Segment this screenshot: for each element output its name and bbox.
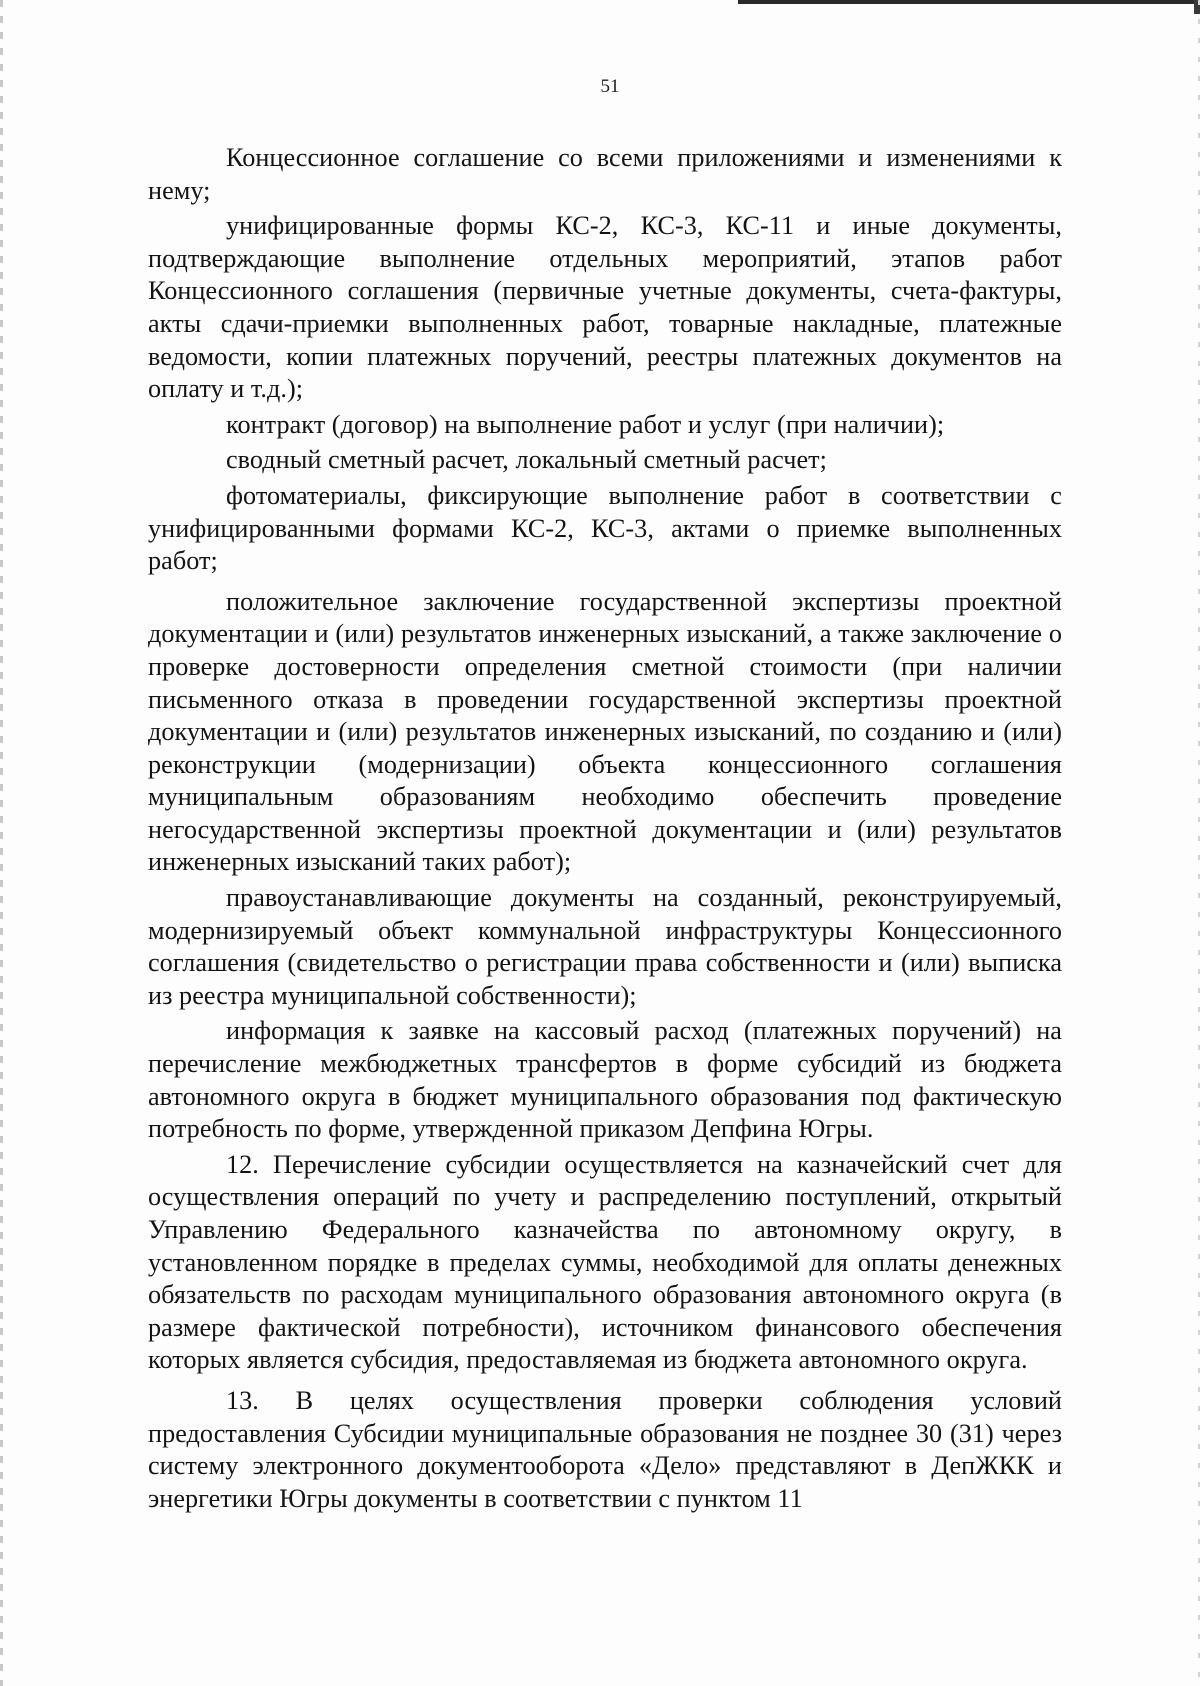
paragraph-title-documents: правоустанавливающие документы на созданный, реконструируемый, модернизируемый объект коммунальной инфраструктуры Концессионного соглашения (свидетельство о регистрации права собственности и (или) выписка из реестра муниципальной собственности); xyxy=(148,883,1062,1010)
paragraph-item-13: 13. В целях осуществления проверки соблюдения условий предоставления Субсидии муниципальные образования не позднее 30 (31) через систему электронного документооборота «Дело» представляют в ДепЖКК и энергетики Югры документы в соответствии с пунктом 11 xyxy=(148,1385,1062,1513)
scan-left-edge xyxy=(0,0,3,1686)
page-number: 51 xyxy=(600,76,620,97)
paragraph-concession-agreement: Концессионное соглашение со всеми приложениями и изменениями к нему; xyxy=(148,143,1062,205)
paragraph-cash-request: информация к заявке на кассовый расход (платежных поручений) на перечисление межбюджетных трансфертов в форме субсидий из бюджета автономного округа в бюджет муниципального образования под фактическую потребность по форме, утвержденной приказом Депфина Югры. xyxy=(148,1016,1062,1144)
document-body xyxy=(148,142,1062,1518)
paragraph-contract: контракт (договор) на выполнение работ и услуг (при наличии); xyxy=(226,409,945,439)
paragraph-item-12: 12. Перечисление субсидии осуществляется на казначейский счет для осуществления операций по учету и распределению поступлений, открытый Управлению Федерального казначейства по автономному округу, в установленном порядке в пределах суммы, необходимой для оплаты денежных обязательств по расходам муниципального образования автономного округа (в размере фактической потребности), источником финансового обеспечения которых является субсидия, предоставляемая из бюджета автономного округа. xyxy=(148,1149,1062,1375)
paragraph-unified-forms: унифицированные формы КС-2, КС-3, КС-11 и иные документы, подтверждающие выполнение отдельных мероприятий, этапов работ Концессионного соглашения (первичные учетные документы, счета-фактуры, акты сдачи-приемки выполненных работ, товарные накладные, платежные ведомости, копии платежных поручений, реестры платежных документов на оплату и т.д.); xyxy=(148,211,1062,404)
paragraph-estimate: сводный сметный расчет, локальный сметный расчет; xyxy=(226,445,827,475)
paragraph-expertise-conclusion: положительное заключение государственной экспертизы проектной документации и (или) результатов инженерных изысканий, а также заключение о проверке достоверности определения сметной стоимости (при наличии письменного отказа в проведении государственной экспертизы проектной документации и (или) результатов инженерных изысканий, по созданию и (или) реконструкции (модернизации) объекта концессионного соглашения муниципальным образованиям необходимо обеспечить проведение негосударственной экспертизы проектной документации и (или) результатов инженерных изысканий таких работ); xyxy=(148,586,1062,877)
paragraph-photo-materials: фотоматериалы, фиксирующие выполнение работ в соответствии с унифицированными формами КС-2, КС-3, актами о приемке выполненных работ; xyxy=(148,480,1062,576)
top-border-line xyxy=(738,0,1200,4)
